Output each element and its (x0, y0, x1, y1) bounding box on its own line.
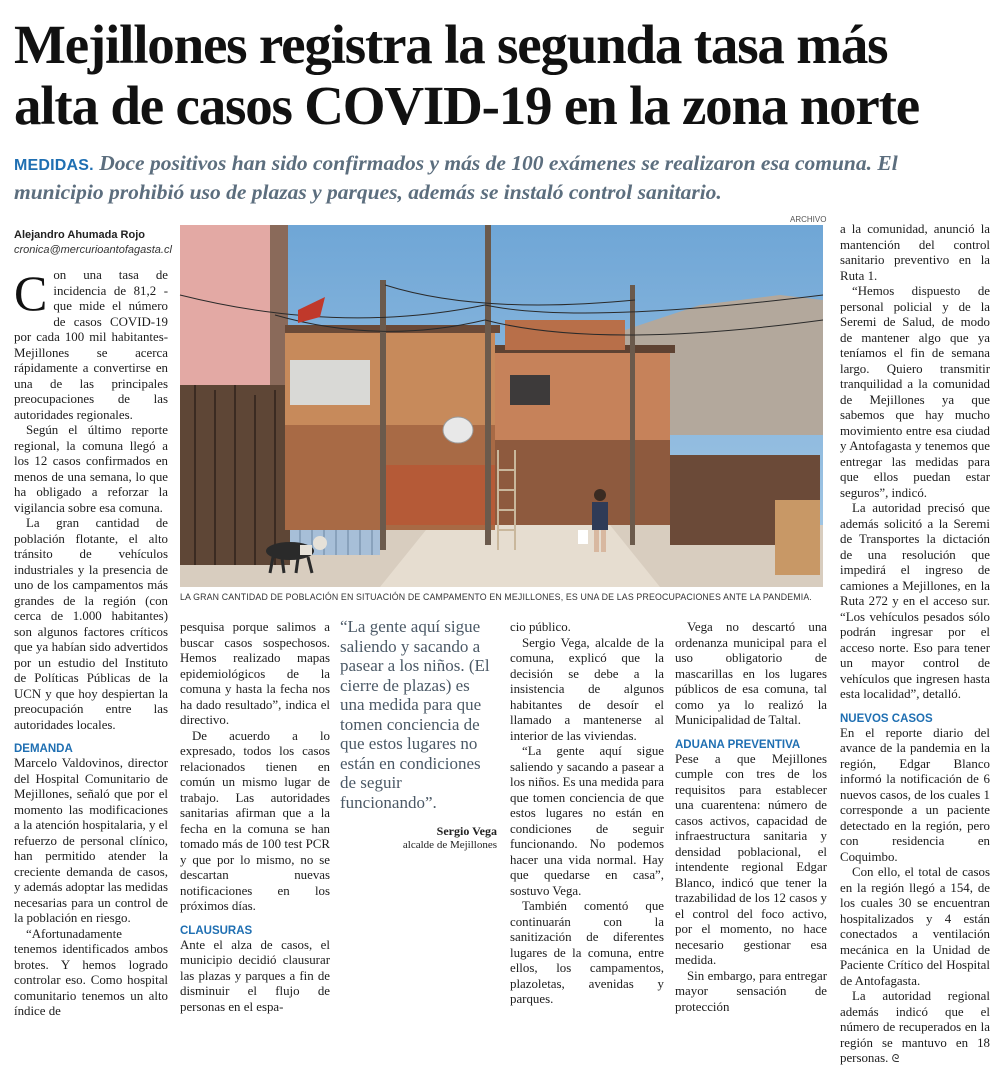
subhead-demanda: DEMANDA (14, 743, 73, 755)
col5-paragraph-4: En el reporte diario del avance de la pandemia en la región, Edgar Blanco informó la notificación de 6 nuevos casos, de los cuales 1 corresponde a un paciente detectado en la región, pero con residencia en Coquimbo. (840, 725, 990, 864)
col3-paragraph-4: También comentó que continuarán con la sanitización de diferentes lugares de la comuna, entre ellos, los campamentos, plazoletas, avenidas y parques. (510, 899, 664, 1006)
col5-paragraph-6-text: La autoridad regional además indicó que el número de recuperados en la región se mantuvo en 18 personas. (840, 989, 990, 1065)
col1-paragraph-3: La gran cantidad de población flotante, el alto tránsito de vehículos industriales y la presencia de uno de los campamentos más grandes de la región (con cerca de 1.000 habitantes) son algunos factores críticos que ya habían sido advertidos por un estudio del Instituto de Políticas Públicas de la UCN y que hoy despiertan la preocupación entre las autoridades locales. (14, 516, 168, 732)
col2-paragraph-2: De acuerdo a lo expresado, todos los casos relacionados tienen en común un mismo lugar de trabajo. Las autoridades sanitarias afirman que a la fecha en la comuna se han tomado más de 100 test PCR y que por lo mismo, no se descartan nuevas notificaciones en los próximos días. (180, 728, 330, 913)
col5-paragraph-2: “Hemos dispuesto de personal policial y de la Seremi de Salud, de modo de mantener algo que ya teníamos el fin de semana largo. Quiero transmitir tranquilidad a la comunidad de Mejillones ya que sabemos que hay mucho movimiento entre esa ciudad y Antofagasta y tenemos que entregar las medidas para que ellos puedan estar seguros”, indicó. (840, 284, 990, 500)
pull-quote (340, 617, 497, 851)
byline-email: cronica@mercurioantofagasta.cl (14, 244, 172, 256)
column-4 (675, 620, 827, 1015)
col1-paragraph-4: Marcelo Valdovinos, director del Hospital Comunitario de Mejillones, señaló que por el momento las modificaciones a la atención hospitalaria, y el refuerzo de personal clínico, han permitido atender la creciente demanda de casos, y además adoptar las medidas necesarias para un control de la población en riesgo. (14, 756, 168, 925)
subhead-clausuras: CLAUSURAS (180, 924, 253, 937)
col4-paragraph-3: Sin embargo, para entregar mayor sensación de protección (675, 968, 827, 1014)
end-mark-icon: ᘓ (891, 1052, 900, 1065)
col4-paragraph-2: Pese a que Mejillones cumple con tres de los requisitos para establecer una cuarentena: número de casos activos, capacidad de infraestructura sanitaria y densidad poblacional, el intendente regional Edgar Blanco, indicó que tener la trazabilidad de los 12 casos y el control del foco activo, por el momento, no hace necesario gestionar esa medida. (675, 751, 827, 967)
column-5 (840, 222, 990, 1067)
photo-credit: ARCHIVO (790, 215, 827, 224)
deck-kicker: MEDIDAS. (14, 157, 94, 174)
pull-quote-text: “La gente aquí sigue saliendo y sacando a pasear a los niños. (El cierre de plazas) es una medida para que tomen conciencia de que estos lugares no están en condiciones de seguir funcionando”. (340, 617, 490, 812)
col1-paragraph-1: on una tasa de incidencia de 81,2 -que mide el número de casos COVID-19 por cada 100 mil habitantes- Mejillones se acerca rápidamente a convertirse en una de las principales preocupaciones de las autoridades regionales. (14, 268, 168, 422)
column-1 (14, 265, 168, 1020)
col1-paragraph-2: Según el último reporte regional, la comuna llegó a los 12 casos confirmados en menos de una semana, lo que ha obligado a reforzar la vigilancia sobre esa comuna. (14, 423, 168, 515)
col4-paragraph-1: Vega no descartó una ordenanza municipal para el uso obligatorio de mascarillas en los lugares públicos de esa comuna, tal como ya lo realizó la Municipalidad de Taltal. (675, 620, 827, 727)
col5-paragraph-5: Con ello, el total de casos en la región llegó a 154, de los cuales 30 se encuentran hospitalizados y 4 están conectados a ventilación mecánica en la Unidad de Paciente Crítico del Hospital de Antofagasta. (840, 865, 990, 988)
byline-author: Alejandro Ahumada Rojo (14, 229, 145, 241)
headline-line-2: alta de casos COVID-19 en la zona norte (14, 75, 919, 136)
dropcap: C (14, 265, 48, 321)
col2-paragraph-1: pesquisa porque salimos a buscar casos sospechosos. Hemos realizado mapas epidemiológicos de la comuna y hasta la fecha nos ha dado resultado”, indica el directivo. (180, 620, 330, 727)
col3-paragraph-2: Sergio Vega, alcalde de la comuna, explicó que la decisión se debe a la insistencia de algunos habitantes de desoír el llamado a mantenerse al interior de las viviendas. (510, 635, 664, 743)
deck-text: Doce positivos han sido confirmados y más de 100 exámenes se realizaron esa comuna. El municipio prohibió uso de plazas y parques, además se instaló control sanitario. (14, 151, 898, 204)
col3-paragraph-3: “La gente aquí sigue saliendo y sacando a pasear a los niños. Es una medida para que tomen conciencia de que estos lugares no están en condiciones de seguir funcionando. No podemos hacer una vida normal. Hay que quedarse en casa”, sostuvo Vega. (510, 744, 664, 898)
subhead-nuevos-casos: NUEVOS CASOS (840, 712, 933, 725)
subhead-aduana-preventiva: ADUANA PREVENTIVA (675, 738, 801, 751)
photo-caption: LA GRAN CANTIDAD DE POBLACIÓN EN SITUACIÓN DE CAMPAMENTO EN MEJILLONES, ES UNA DE LAS PREOCUPACIONES ANTE LA PANDEMIA. (180, 592, 812, 602)
headline (14, 14, 989, 136)
byline (14, 228, 179, 258)
campamento-illustration (180, 225, 823, 587)
pull-quote-author: Sergio Vega (436, 824, 497, 838)
col3-paragraph-1: cio público. (510, 620, 571, 634)
column-3 (510, 620, 664, 1008)
col5-paragraph-3: La autoridad precisó que además solicitó a la Seremi de Transportes la dictación de una resolución que impedirá el ingreso de camiones a Mejillones, en la Ruta 272 y en el acceso sur. “Los vehículos pesados sólo podrán ingresar por el acceso norte. Eso para tener un mayor control de vehículos que ingresen hasta esta localidad”, detalló. (840, 501, 990, 701)
col5-paragraph-6 (840, 989, 990, 1067)
col5-paragraph-1: a la comunidad, anunció la mantención del control sanitario preventivo en la Ruta 1. (840, 222, 990, 283)
headline-line-1: Mejillones registra la segunda tasa más (14, 14, 888, 75)
column-2 (180, 620, 330, 1015)
pull-quote-role: alcalde de Mejillones (402, 839, 497, 851)
col1-paragraph-5: “Afortunadamente tenemos identificados ambos brotes. Y hemos logrado controlar eso. Como hospital comunitario tenemos un alto índice de (14, 926, 168, 1018)
col2-paragraph-3: Ante el alza de casos, el municipio decidió clausurar las plazas y parques a fin de disminuir el flujo de personas en el espa- (180, 937, 330, 1014)
deck (14, 150, 989, 206)
article-photo (180, 225, 823, 587)
